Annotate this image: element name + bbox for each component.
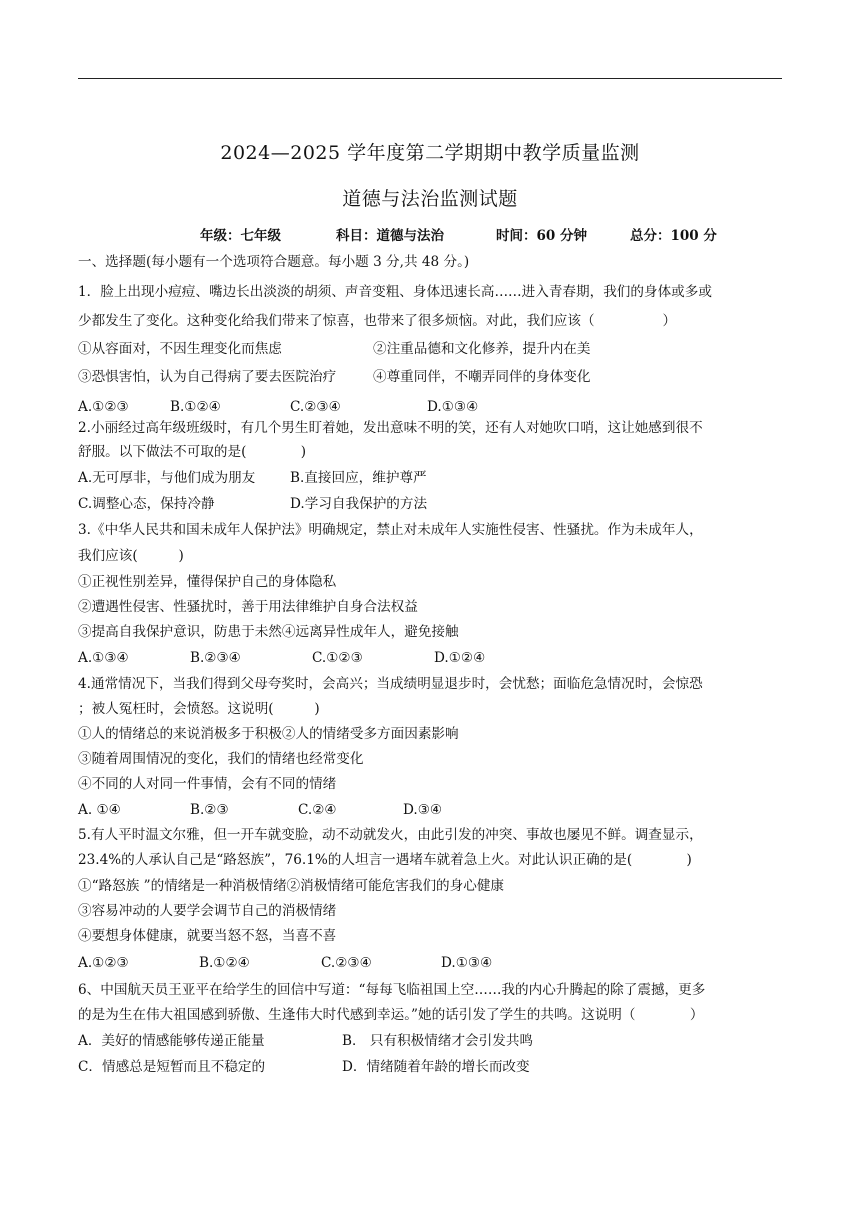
option-a: A．美好的情感能够传递正能量 — [78, 1033, 265, 1049]
option-b: B.①②④ — [170, 399, 221, 415]
statement: ①正视性别差异，懂得保护自己的身体隐私 — [78, 574, 337, 590]
option-b: B.直接回应，维护尊严 — [290, 470, 427, 486]
question-stem-line: 23.4%的人承认自己是“路怒族”，76.1%的人坦言一遇堵车就着急上火。对此认识正确的是( ) — [78, 852, 692, 868]
question-stem-line: 3.《中华人民共和国未成年人保护法》明确规定，禁止对未成年人实施性侵害、性骚扰。作为未成年人， — [78, 522, 703, 538]
option-b: B.①②④ — [199, 955, 250, 971]
statement: ①“路怒族 ”的情绪是一种消极情绪②消极情绪可能危害我们的身心健康 — [78, 878, 505, 894]
statement: ③容易冲动的人要学会调节自己的消极情绪 — [78, 903, 337, 919]
option-a: A.①②③ — [78, 399, 129, 415]
grade-label: 年级：七年级 — [200, 228, 281, 244]
statement: ②注重品德和文化修养，提升内在美 — [373, 341, 591, 357]
score-label: 总分：100 分 — [630, 228, 717, 244]
option-d: D.③④ — [403, 802, 443, 818]
subject-label: 科目：道德与法治 — [336, 228, 444, 244]
option-d: D．情绪随着年龄的增长而改变 — [342, 1059, 530, 1075]
statement: ①从容面对，不因生理变化而焦虑 — [78, 341, 282, 357]
statement: ②遭遇性侵害、性骚扰时，善于用法律维护自身合法权益 — [78, 599, 418, 615]
statement: ④尊重同伴，不嘲弄同伴的身体变化 — [373, 369, 591, 385]
option-b: B.②③ — [190, 802, 229, 818]
option-c: C.①②③ — [312, 650, 363, 666]
option-a: A.①③④ — [78, 650, 129, 666]
statement: ③恐惧害怕，认为自己得病了要去医院治疗 — [78, 369, 337, 385]
time-label: 时间：60 分钟 — [496, 228, 587, 244]
option-a: A. ①④ — [78, 802, 121, 818]
option-d: D.①③④ — [427, 399, 479, 415]
statement: ④不同的人对同一件事情，会有不同的情绪 — [78, 776, 337, 792]
option-c: C.调整心态，保持冷静 — [78, 496, 215, 512]
question-stem-line: 2.小丽经过高年级班级时，有几个男生盯着她，发出意味不明的笑，还有人对她吹口哨，这让她感到很不 — [78, 420, 703, 436]
option-a: A.①②③ — [78, 955, 129, 971]
question-stem-line: 6、中国航天员王亚平在给学生的回信中写道：“每每飞临祖国上空……我的内心升腾起的除了震撼，更多 — [78, 982, 706, 998]
question-stem-line: 我们应该( ) — [78, 548, 184, 564]
section-heading: 一、选择题(每小题有一个选项符合题意。每小题 3 分,共 48 分。) — [78, 254, 470, 270]
option-a: A.无可厚非，与他们成为朋友 — [78, 470, 256, 486]
exam-title: 2024—2025 学年度第二学期期中教学质量监测 — [220, 142, 640, 164]
question-stem-line: 5.有人平时温文尔雅，但一开车就变脸，动不动就发火，由此引发的冲突、事故也屡见不鲜。调查显示， — [78, 827, 703, 843]
question-stem-line: 少都发生了变化。这种变化给我们带来了惊喜，也带来了很多烦恼。对此，我们应该（ ） — [78, 313, 677, 329]
option-c: C.②③④ — [290, 399, 341, 415]
exam-subtitle: 道德与法治监测试题 — [342, 188, 518, 210]
question-stem-line: 舒服。以下做法不可取的是( ) — [78, 444, 307, 460]
question-stem-line: ；被人冤枉时，会愤怒。这说明( ) — [78, 701, 320, 717]
option-b: B.②③④ — [190, 650, 241, 666]
option-c: C．情感总是短暂而且不稳定的 — [78, 1059, 266, 1075]
option-b: B． 只有积极情绪才会引发共鸣 — [342, 1033, 534, 1049]
option-d: D.①③④ — [441, 955, 493, 971]
option-d: D.学习自我保护的方法 — [290, 496, 428, 512]
option-c: C.②④ — [298, 802, 337, 818]
option-d: D.①②④ — [434, 650, 486, 666]
statement: ①人的情绪总的来说消极多于积极②人的情绪受多方面因素影响 — [78, 726, 459, 742]
statement: ③提高自我保护意识，防患于未然④远离异性成年人，避免接触 — [78, 624, 459, 640]
question-stem-line: 4.通常情况下，当我们得到父母夸奖时，会高兴；当成绩明显退步时，会忧愁；面临危急情况时，会惊恐 — [78, 676, 703, 692]
header-rule — [78, 78, 782, 79]
question-stem-line: 1．脸上出现小痘痘、嘴边长出淡淡的胡须、声音变粗、身体迅速长高……进入青春期，我们的身体或多或 — [78, 284, 712, 300]
option-c: C.②③④ — [321, 955, 372, 971]
statement: ③随着周围情况的变化，我们的情绪也经常变化 — [78, 751, 364, 767]
statement: ④要想身体健康，就要当怒不怒，当喜不喜 — [78, 928, 337, 944]
question-stem-line: 的是为生在伟大祖国感到骄傲、生逢伟大时代感到幸运。”她的话引发了学生的共鸣。这说明（ ） — [78, 1007, 704, 1023]
